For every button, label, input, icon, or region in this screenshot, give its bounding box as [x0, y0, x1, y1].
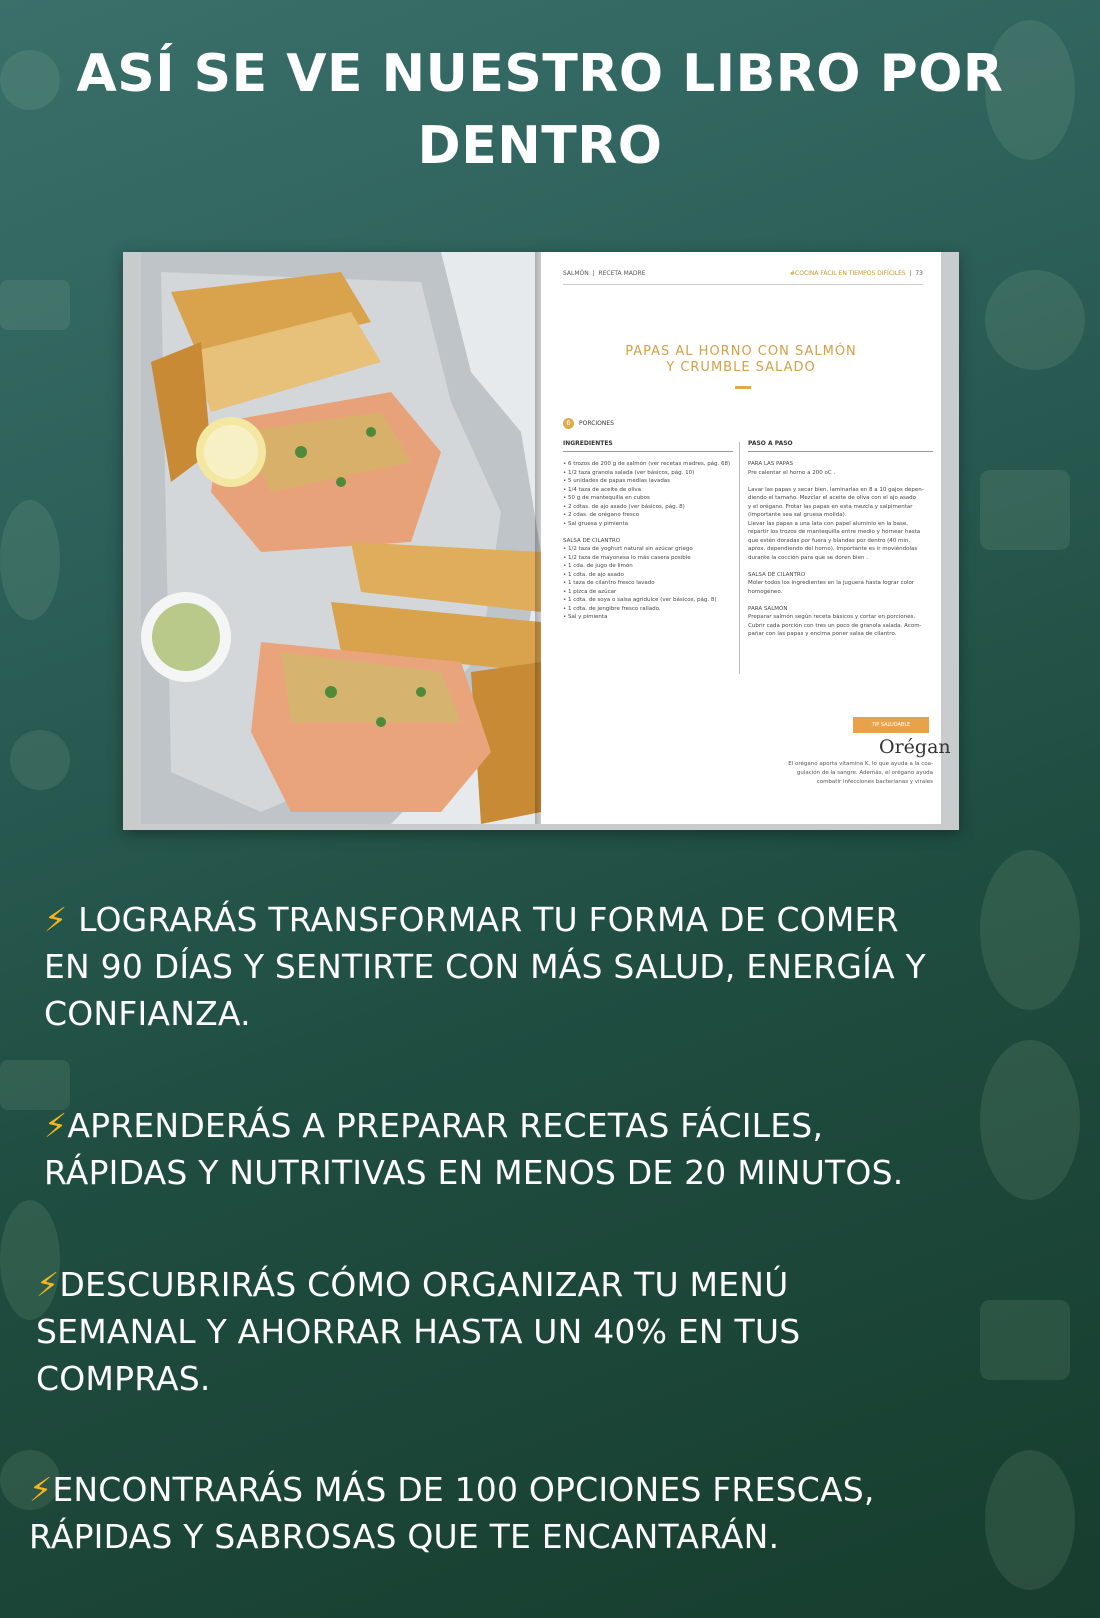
title-line-1: ASÍ SE VE NUESTRO LIBRO POR: [76, 44, 1004, 104]
tip-title: Orégan: [879, 736, 951, 758]
portions-number: 6: [563, 418, 574, 429]
benefit-4-line-1: ENCONTRARÁS MÁS DE 100 OPCIONES FRESCAS,: [52, 1470, 875, 1509]
recipe-title-line-2: Y CRUMBLE SALADO: [666, 360, 816, 375]
benefit-2-line-2: RÁPIDAS Y NUTRITIVAS EN MENOS DE 20 MINUTOS.: [44, 1153, 904, 1192]
benefit-2-line-1: APRENDERÁS A PREPARAR RECETAS FÁCILES,: [67, 1106, 824, 1145]
tagline: #COCINA FÁCIL EN TIEMPOS DIFÍCILES: [790, 270, 906, 277]
benefit-4-line-2: RÁPIDAS Y SABROSAS QUE TE ENCANTARÁN.: [29, 1517, 780, 1556]
recipe-title: [581, 344, 901, 376]
benefit-1: [44, 896, 1044, 1037]
recipe-title-line-1: PAPAS AL HORNO CON SALMÓN: [625, 344, 857, 359]
benefit-1-line-3: CONFIANZA.: [44, 994, 251, 1033]
portions-label: PORCIONES: [579, 420, 614, 427]
benefit-3: [36, 1261, 1036, 1402]
title-divider: [735, 386, 751, 389]
subsection-label: RECETA MADRE: [598, 270, 646, 277]
portions: [563, 418, 614, 429]
steps-header: PASO A PASO: [748, 440, 793, 447]
benefit-3-line-1: DESCUBRIRÁS CÓMO ORGANIZAR TU MENÚ: [59, 1265, 789, 1304]
benefit-3-line-2: SEMANAL Y AHORRAR HASTA UN 40% EN TUS: [36, 1312, 801, 1351]
benefit-2: [44, 1102, 1044, 1196]
column-divider: [739, 442, 740, 674]
ingredients-header: INGREDIENTES: [563, 440, 613, 447]
benefit-3-line-3: COMPRAS.: [36, 1359, 211, 1398]
tip-badge: TIP SALUDABLE: [853, 717, 929, 733]
lightning-icon: ⚡: [44, 1106, 68, 1145]
benefit-1-line-1: LOGRARÁS TRANSFORMAR TU FORMA DE COMER: [67, 900, 899, 939]
ingredients-rule: [563, 451, 733, 452]
page-header: SALMÓN | RECETA MADRE #COCINA FÁCIL EN TIEMPOS DIFÍCILES | 73: [563, 270, 923, 285]
food-photo: [141, 252, 541, 824]
steps-list: PARA LAS PAPAS Pre calentar el horno a 200 oC . Lavar las papas y secar bien, laminarlas en 8 a 10 gajos depen- diendo el tamaño. Mezclar el aceite de oliva con el ajo asado y el orégano. Frotar las papas en esta mezcla y salpimentar (importante sea sal gruesa molida). Llevar las papas a una lata con papel aluminio en la base, repartir los trozos de mantequilla entre medio y hornear hasta que estén doradas por fuera y blandas por dentro (40 min. aprox. dependiendo del horno). Importante es ir moviéndolas durante la cocción para que se doren bien . SALSA DE CILANTRO Moler todos los ingredientes en la juguera hasta lograr color homogéneo. PARA SALMÓN Preparar salmón según receta básicos y cortar en porciones. Cubrir cada porción con tres un poco de granola salada. Acom- pañar con las papas y encima poner salsa de cilantro.: [748, 461, 924, 637]
recipe-page: [541, 252, 951, 824]
book-preview: [123, 252, 959, 830]
steps-rule: [748, 451, 933, 452]
tip-text: El orégano aporta vitamina K, lo que ayuda a la coa- gulación de la sangre. Además, el orégano ayuda combatir infecciones bacterianas y virales: [788, 761, 933, 785]
benefit-4: [29, 1466, 1069, 1560]
page-number: 73: [915, 270, 923, 277]
lightning-icon: ⚡: [36, 1265, 60, 1304]
ingredients-list: • 6 trozos de 200 g de salmón (ver recetas madres, pág. 68) • 1/2 taza granola salada (ver básicos, pág. 10) • 5 unidades de papas medias lavadas • 1/4 taza de aceite de oliva • 50 g de mantequilla en cubos • 2 cdtas. de ajo asado (ver básicos, pág. 8) • 2 cdas. de orégano fresco • Sal gruesa y pimienta SALSA DE CILANTRO • 1/2 taza de yoghurt natural sin azúcar griego • 1/2 taza de mayonesa lo más casera posible • 1 cda. de jugo de limón • 1 cdta. de ajo asado • 1 taza de cilantro fresco lavado • 1 pizca de azúcar • 1 cdta. de soya o salsa agridulce (ver básicos, pág. 8) • 1 cdta. de jengibre fresco rallado. • Sal y pimienta: [563, 461, 731, 620]
title-line-2: DENTRO: [417, 116, 663, 176]
page-title: [60, 38, 1020, 182]
benefit-1-line-2: EN 90 DÍAS Y SENTIRTE CON MÁS SALUD, ENERGÍA Y: [44, 947, 926, 986]
lightning-icon: ⚡: [29, 1470, 53, 1509]
lightning-icon: ⚡: [44, 900, 68, 939]
section-label: SALMÓN: [563, 270, 589, 277]
